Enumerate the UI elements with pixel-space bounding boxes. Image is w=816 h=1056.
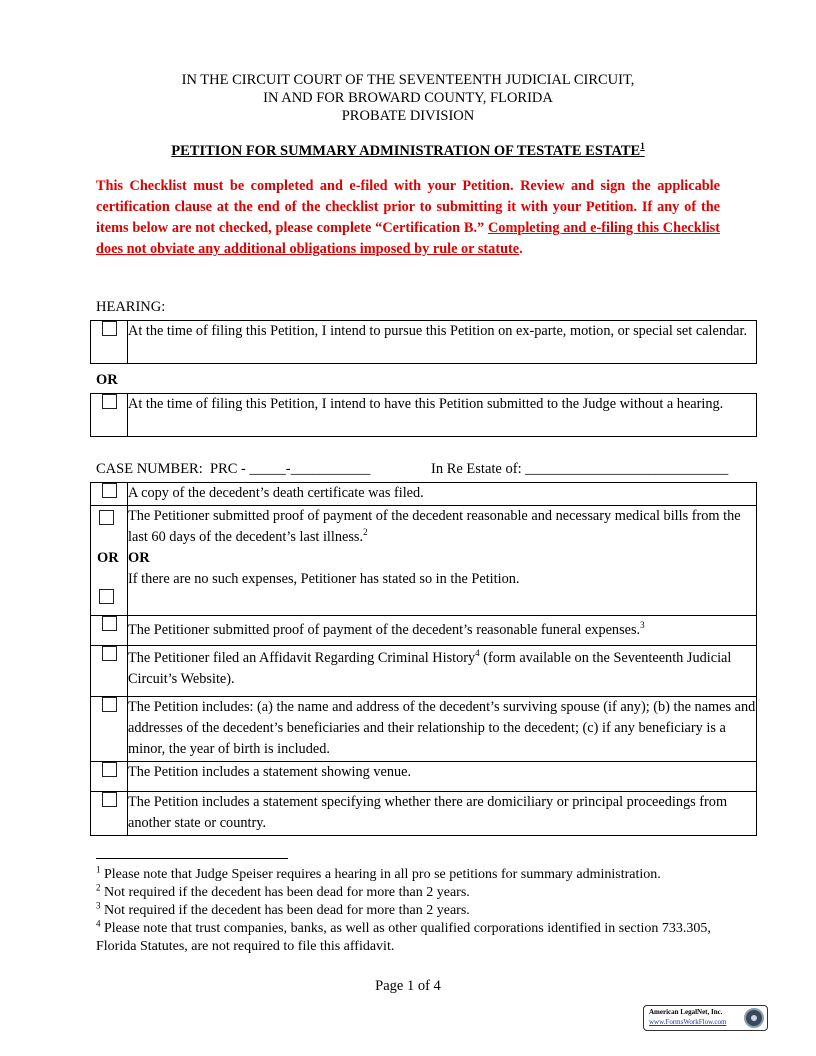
death-certificate-text: A copy of the decedent’s death certificate was filed. xyxy=(128,483,757,506)
checklist-row-death-certificate xyxy=(91,483,757,506)
document-title xyxy=(0,143,816,160)
checklist-checkbox-cell xyxy=(91,483,128,506)
hearing-option1-checkbox-cell xyxy=(91,321,128,364)
checklist-warning xyxy=(96,176,720,260)
funeral-footnote-ref: 3 xyxy=(640,620,645,631)
hearing-option1-box xyxy=(90,320,757,364)
warning-part2: Completing and e-filing this Checklist does not obviate any additional obligations imposed by rule or statute xyxy=(96,220,720,257)
footnote-4-text: Please note that trust companies, banks, as well as other qualified corporations identified in section 733.305, Florida Statutes, are not required to file this affidavit. xyxy=(96,921,711,954)
court-header-line2: IN AND FOR BROWARD COUNTY, FLORIDA xyxy=(263,90,553,106)
medical-bills-or-margin: OR xyxy=(97,550,119,566)
warning-part3: . xyxy=(519,241,523,257)
page-number: Page 1 of 4 xyxy=(375,978,441,994)
checklist-row-names-addresses xyxy=(91,697,757,762)
checklist-checkbox-cell xyxy=(91,646,128,697)
medical-bills-text xyxy=(128,506,756,548)
title-footnote-ref: 1 xyxy=(640,141,645,152)
hearing-option2-text: At the time of filing this Petition, I intend to have this Petition submitted to the Judge without a hearing. xyxy=(128,394,757,437)
checklist-checkbox-cell xyxy=(91,506,128,616)
hearing-option1-text: At the time of filing this Petition, I intend to pursue this Petition on ex-parte, motion, or special set calendar. xyxy=(128,321,757,364)
criminal-history-statement: The Petitioner filed an Affidavit Regarding Criminal History xyxy=(128,650,476,666)
criminal-history-checkbox[interactable] xyxy=(102,646,117,661)
document-title-text: PETITION FOR SUMMARY ADMINISTRATION OF TESTATE ESTATE xyxy=(171,143,641,159)
criminal-history-text xyxy=(128,646,757,697)
funeral-expenses-statement: The Petitioner submitted proof of payment of the decedent’s reasonable funeral expenses. xyxy=(128,622,641,638)
funeral-expenses-text xyxy=(128,616,757,646)
footnote-3-text: Not required if the decedent has been dead for more than 2 years. xyxy=(100,903,470,918)
funeral-expenses-checkbox[interactable] xyxy=(102,616,117,631)
footnote-3 xyxy=(96,902,736,920)
footnote-4 xyxy=(96,920,736,956)
names-addresses-text: The Petition includes: (a) the name and address of the decedent’s surviving spouse (if any); (b) the names and addresses of the decedent’s beneficiaries and their relationship to the decedent; (c) if any beneficiary is a minor, the year of birth is included. xyxy=(128,697,757,762)
case-number-label: CASE NUMBER: PRC - _____-___________ xyxy=(96,461,371,477)
no-expenses-text: If there are no such expenses, Petitioner has stated so in the Petition. xyxy=(128,571,520,587)
footnote-2 xyxy=(96,884,736,902)
footnote-1 xyxy=(96,866,736,884)
medical-bills-statement: The Petitioner submitted proof of payment of the decedent reasonable and necessary medical bills from the last 60 days of the decedent’s last illness. xyxy=(128,508,741,545)
proceedings-text: The Petition includes a statement specifying whether there are domiciliary or principal proceedings from another state or country. xyxy=(128,792,757,836)
checklist-row-criminal-history xyxy=(91,646,757,697)
hearing-option2-checkbox-cell xyxy=(91,394,128,437)
hearing-or: OR xyxy=(96,372,118,388)
checklist-checkbox-cell xyxy=(91,792,128,836)
requirements-checklist xyxy=(90,482,757,836)
checklist-row-proceedings xyxy=(91,792,757,836)
estate-label: In Re Estate of: ____________________________ xyxy=(431,461,729,477)
no-expenses-checkbox[interactable] xyxy=(99,589,114,604)
hearing-option2-box xyxy=(90,393,757,437)
hearing-option1-checkbox[interactable] xyxy=(102,321,117,336)
venue-text: The Petition includes a statement showing venue. xyxy=(128,762,757,792)
footnote-2-text: Not required if the decedent has been dead for more than 2 years. xyxy=(100,885,470,900)
proceedings-checkbox[interactable] xyxy=(102,792,117,807)
court-header-line1: IN THE CIRCUIT COURT OF THE SEVENTEENTH JUDICIAL CIRCUIT, xyxy=(181,72,635,88)
footnotes xyxy=(96,866,736,956)
logo-disc-icon xyxy=(744,1008,764,1028)
court-header xyxy=(0,71,816,125)
medical-bills-checkbox[interactable] xyxy=(99,510,114,525)
footnote-2-num: 2 xyxy=(96,882,101,893)
warning-part1: This Checklist must be completed and e-filed with your Petition. Review and sign the applicable certification clause at the end of the checklist prior to submitting it with your Petition. If any of the items below are not checked, please complete “Certification B.” xyxy=(96,178,720,236)
medical-bills-text-cell xyxy=(128,506,757,616)
hearing-label: HEARING: xyxy=(96,299,166,315)
checklist-checkbox-cell xyxy=(91,697,128,762)
checklist-row-medical-bills xyxy=(91,506,757,616)
footnote-divider xyxy=(96,858,288,859)
logo-company-name: American LegalNet, Inc. xyxy=(649,1008,723,1016)
checklist-checkbox-cell xyxy=(91,762,128,792)
criminal-history-statement-end: (form available on the Seventeenth Judicial Circuit’s Website). xyxy=(128,650,732,687)
checklist-row-venue xyxy=(91,762,757,792)
footnote-3-num: 3 xyxy=(96,900,101,911)
venue-checkbox[interactable] xyxy=(102,762,117,777)
americanlegalnet-logo[interactable] xyxy=(643,1005,768,1031)
names-addresses-checkbox[interactable] xyxy=(102,697,117,712)
checklist-row-funeral xyxy=(91,616,757,646)
footnote-1-text: Please note that Judge Speiser requires a hearing in all pro se petitions for summary administration. xyxy=(100,867,661,882)
death-certificate-checkbox[interactable] xyxy=(102,483,117,498)
medical-bills-footnote-ref: 2 xyxy=(363,527,368,538)
footnote-4-num: 4 xyxy=(96,918,101,929)
criminal-history-footnote-ref: 4 xyxy=(475,648,480,659)
court-header-line3: PROBATE DIVISION xyxy=(341,108,475,124)
logo-website-link[interactable]: www.FormsWorkFlow.com xyxy=(649,1018,727,1026)
footnote-1-num: 1 xyxy=(96,864,101,875)
medical-bills-or: OR xyxy=(128,550,150,566)
hearing-option2-checkbox[interactable] xyxy=(102,394,117,409)
checklist-checkbox-cell xyxy=(91,616,128,646)
